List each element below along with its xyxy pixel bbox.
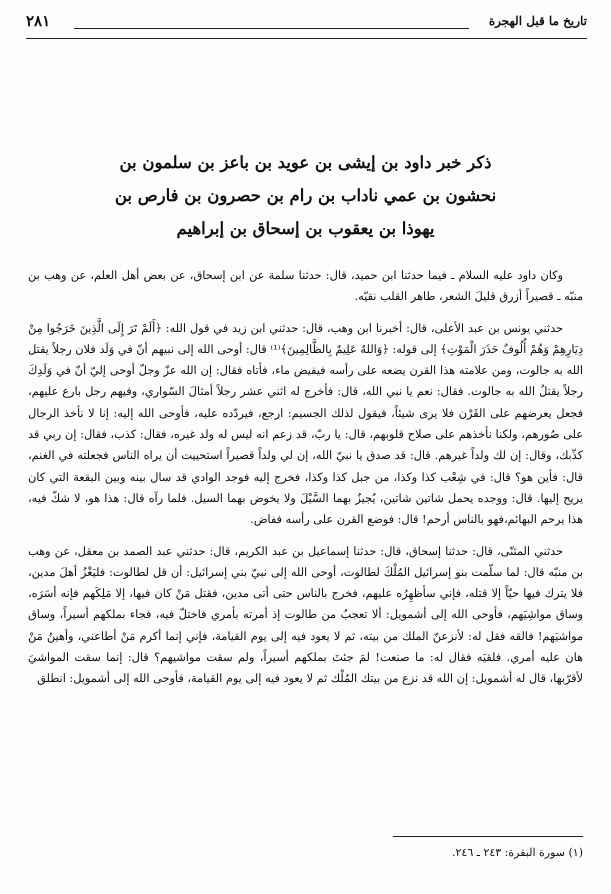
page-number: ٢٨١ — [26, 12, 51, 30]
paragraph: حدثني يونس بن عبد الأعلى، قال: أخبرنا ابن وهب، قال: حدثني ابن زيد في قول الله: ﴿أَلَمْ تَرَ إِلَى الَّذِينَ خَرَجُوا مِنْ دِيَارِهِمْ وَهُمْ أُلُوفٌ حَذَرَ الْمَوْتِ﴾ إلى قوله: ﴿وَاللهُ عَلِيمٌ بِالظَّالِمِينَ﴾⁽¹⁾ قال: أوحى الله إلى نبيهم أنّ في وَلَد فلان رجلاً يقتل الله به جالوت، ومن علامته هذا القرن يضعه على رأسه فيفيض ماء، فأتاه فقال: إن الله عزّ وجلّ أوحى إليّ أنّ في وَلَدِكَ رجلاً يقتلُ الله به جالوت. فقال: نعم يا نبي الله، قال: فأخرج له اثني عشر رجلاً أمثالَ السّواري، وفيهم رجل بارع عليهم، فجعل يعرضهم على القَرْن فلا يرى شيئاً، فيقول لذلك الجسيم: ارجع، فيردّده عليه، فأوحى الله إليه: إنا لا نأخذ الرجال على صُورهم، ولكنا نأخذهم على صلاح قلوبهم، قال: يا ربّ، قد زعم انه ليس له ولد غيره، فقال: كذب، فقال: إن ربي قد كذّبك، وقال: إن لك ولداً غيرهم. قال: قد صدق يا نبيّ الله، إن لي ولداً قصيراً استحييت أن يراه الناس فجعلته في الغنم، قال: فأين هو؟ قال: في شِعْب كذا وكذا، من جبل كذا وكذا، فخرج إليه فوجد الوادي قد سال بينه وبين البقعة التي كان يريح إليها. قال: ووجده يحمل شاتين شاتين، يُجيزُ بهما السَّيْلَ ولا يخوض بهما السيل. فلما رآه قال: هذا هو، لا شكّ فيه، هذا يرحم البهائم،فهو بالناس أرحم! قال: فوضع القرن على رأسه ففاض. — [28, 321, 583, 527]
chapter-title — [90, 146, 521, 245]
running-title: تاريخ ما قبل الهجرة — [488, 14, 587, 28]
footnote: (١) سورة البقرة: ٢٤٣ ـ ٢٤٦. — [452, 846, 583, 859]
chapter-title-line: يهوذا بن يعقوب بن إسحاق بن إبراهيم — [176, 219, 435, 238]
footnote-divider — [393, 836, 583, 837]
header-divider — [26, 38, 587, 39]
header-rule — [74, 28, 469, 29]
body-text — [28, 265, 583, 690]
page-header — [26, 12, 587, 36]
paragraph: حدثني المثنّى، قال: حدثنا إسحاق، قال: حدثنا إسماعيل بن عبد الكريم، قال: حدثني عبد الصمد بن معقل، عن وهب بن منبّه قال: لما سلّمت بنو إسرائيل المُلْكَ لطالوت، أوحى الله إلى نبيّ بني إسرائيل: أن قل لطالوت: فليَغْزُ أهلَ مدين، فلا يترك فيها حيّاً إلا قتله، فإني سأظهِرُه عليهم، فخرج بالناس حتى أتى مدين، فقتل مَنْ كان فيها، إلا مَلِكَهم فإنه أسَرَه، وساق مواشِيَهم، فأوحى الله إلى أشمويل: ألا تعجبُ من طالوت إذ أمرته بأمري فاختلّ فيه، فجاء بملكهم أسيراً، وساق مواشيَهم! فالقه فقل له: لأنزعنّ الملك من بيته، ثم لا يعود فيه إلى يوم القيامة، فإني إنما أكرم مَنْ أطاعني، وأهينُ مَنْ هان عليه أمري. فلقيَه فقال له: ما صنعت! لمَ جئتَ بملكهم أسيراً، ولم سقت مواشيهم؟ قال: إنما سقت المواشيَ لأقرّبها، قال له أشمويل: إن الله قد نزع من بيتك المُلْك ثم لا يعود فيه إلى يوم القيامة، فأوحى الله إلى أشمويل: انطلق — [28, 544, 583, 686]
chapter-title-line: نحشون بن عمي ناداب بن رام بن حصرون بن فارص بن — [114, 186, 497, 205]
paragraph: وكان داود عليه السلام ـ فيما حدثنا ابن حميد، قال: حدثنا سلمة عن ابن إسحاق، عن بعض أهل العلم، عن وهب بن منبّه ـ قصيراً أزرق قليلَ الشعر، طاهر القلب نقيّه. — [28, 269, 583, 304]
chapter-title-line: ذكر خبر داود بن إيشى بن عويد بن باعز بن سلمون بن — [119, 153, 492, 172]
